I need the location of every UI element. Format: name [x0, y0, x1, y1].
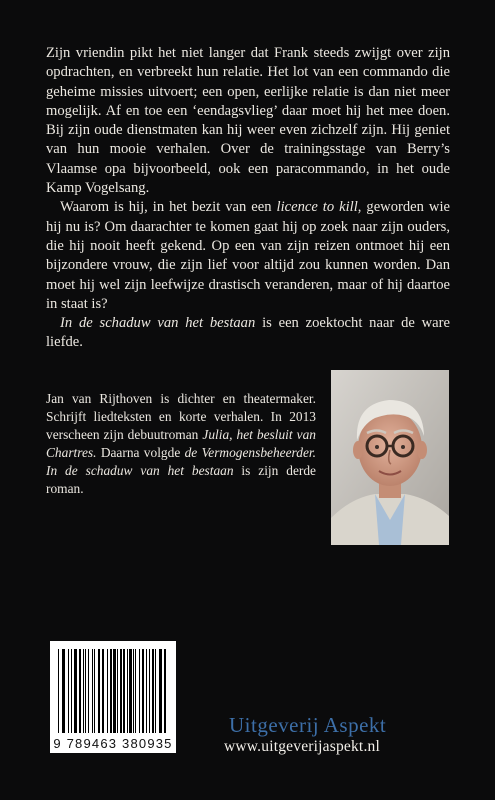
barcode-bar [149, 649, 150, 733]
isbn-number: 9 789463 380935 [53, 736, 173, 751]
blurb-paragraph-1: Zijn vriendin pikt het niet langer dat Frank steeds zwijgt over zijn opdrachten, en verbreekt hun relatie. Het lot van een commando die geheime missies uitvoert; een open, eerlijke relatie is dan niet meer mogelijk. Af en toe een ‘eendagsvlieg’ daar moet hij het mee doen. Bij zijn oude dienstmaten kan hij weer even zichzelf zijn. Hij geniet van hun mooie verhalen. Over de trainingsstage van Berry’s Vlaamse opa bijvoorbeeld, ook een paracommando, in het oude Kamp Vogelsang. [46, 45, 450, 197]
barcode-bar [133, 649, 134, 733]
author-bio-text: Jan van Rijthoven is dichter en theatermaker. Schrijft liedteksten en korte verhalen. In 2013 verscheen zijn debuutroman Julia, het besluit van Chartres. Daarna volgde de Vermogensbeheerder. In de schaduw van het bestaan is zijn derde roman. [46, 391, 316, 496]
author-portrait-icon [331, 370, 449, 545]
barcode-bar [135, 649, 136, 733]
blurb-paragraph-2: Waarom is hij, in het bezit van een licence to kill, geworden wie hij nu is? Om daarachter te komen gaat hij op zoek naar zijn ouders, die hij nooit heeft gekend. Op een van zijn reizen ontmoet hij een bijzondere vrouw, die zijn lief voor altijd zou kunnen worden. Dan moet hij wel zijn leefwijze drastisch veranderen, maar of hij daartoe in staat is? [46, 199, 450, 312]
barcode-bar [129, 649, 132, 733]
blurb-paragraph-3: In de schaduw van het bestaan is een zoektocht naar de ware liefde. [46, 315, 450, 351]
barcode-bar [88, 649, 89, 733]
barcode-bar [155, 649, 156, 733]
barcode-bar [139, 649, 140, 733]
barcode-bar [71, 649, 72, 733]
barcode-bar [98, 649, 100, 733]
barcode-icon [50, 641, 176, 737]
barcode-bar [62, 649, 65, 733]
barcode-bar [159, 649, 162, 733]
author-photo [331, 370, 449, 545]
barcode-bar [164, 649, 166, 733]
barcode-bar [142, 649, 144, 733]
barcode-bar [74, 649, 77, 733]
barcode-bar [92, 649, 93, 733]
barcode-bar [113, 649, 116, 733]
barcode-bar [120, 649, 122, 733]
barcode-bar [94, 649, 95, 733]
barcode-bar [117, 649, 118, 733]
barcode-bar [110, 649, 112, 733]
barcode-bar [79, 649, 81, 733]
publisher-name: Uitgeverij Aspekt [229, 713, 387, 737]
barcode-bar [146, 649, 147, 733]
barcode-bar [107, 649, 108, 733]
barcode-bar [123, 649, 125, 733]
isbn-barcode [50, 641, 176, 753]
barcode-bar [83, 649, 84, 733]
barcode-bar [102, 649, 104, 733]
back-cover-blurb [46, 44, 450, 353]
barcode-bar [152, 649, 154, 733]
publisher-website[interactable]: www.uitgeverijaspekt.nl [224, 738, 380, 755]
barcode-bar [127, 649, 128, 733]
barcode-bar [85, 649, 86, 733]
barcode-bar [68, 649, 69, 733]
barcode-bar [58, 649, 59, 733]
author-bio [46, 390, 316, 498]
